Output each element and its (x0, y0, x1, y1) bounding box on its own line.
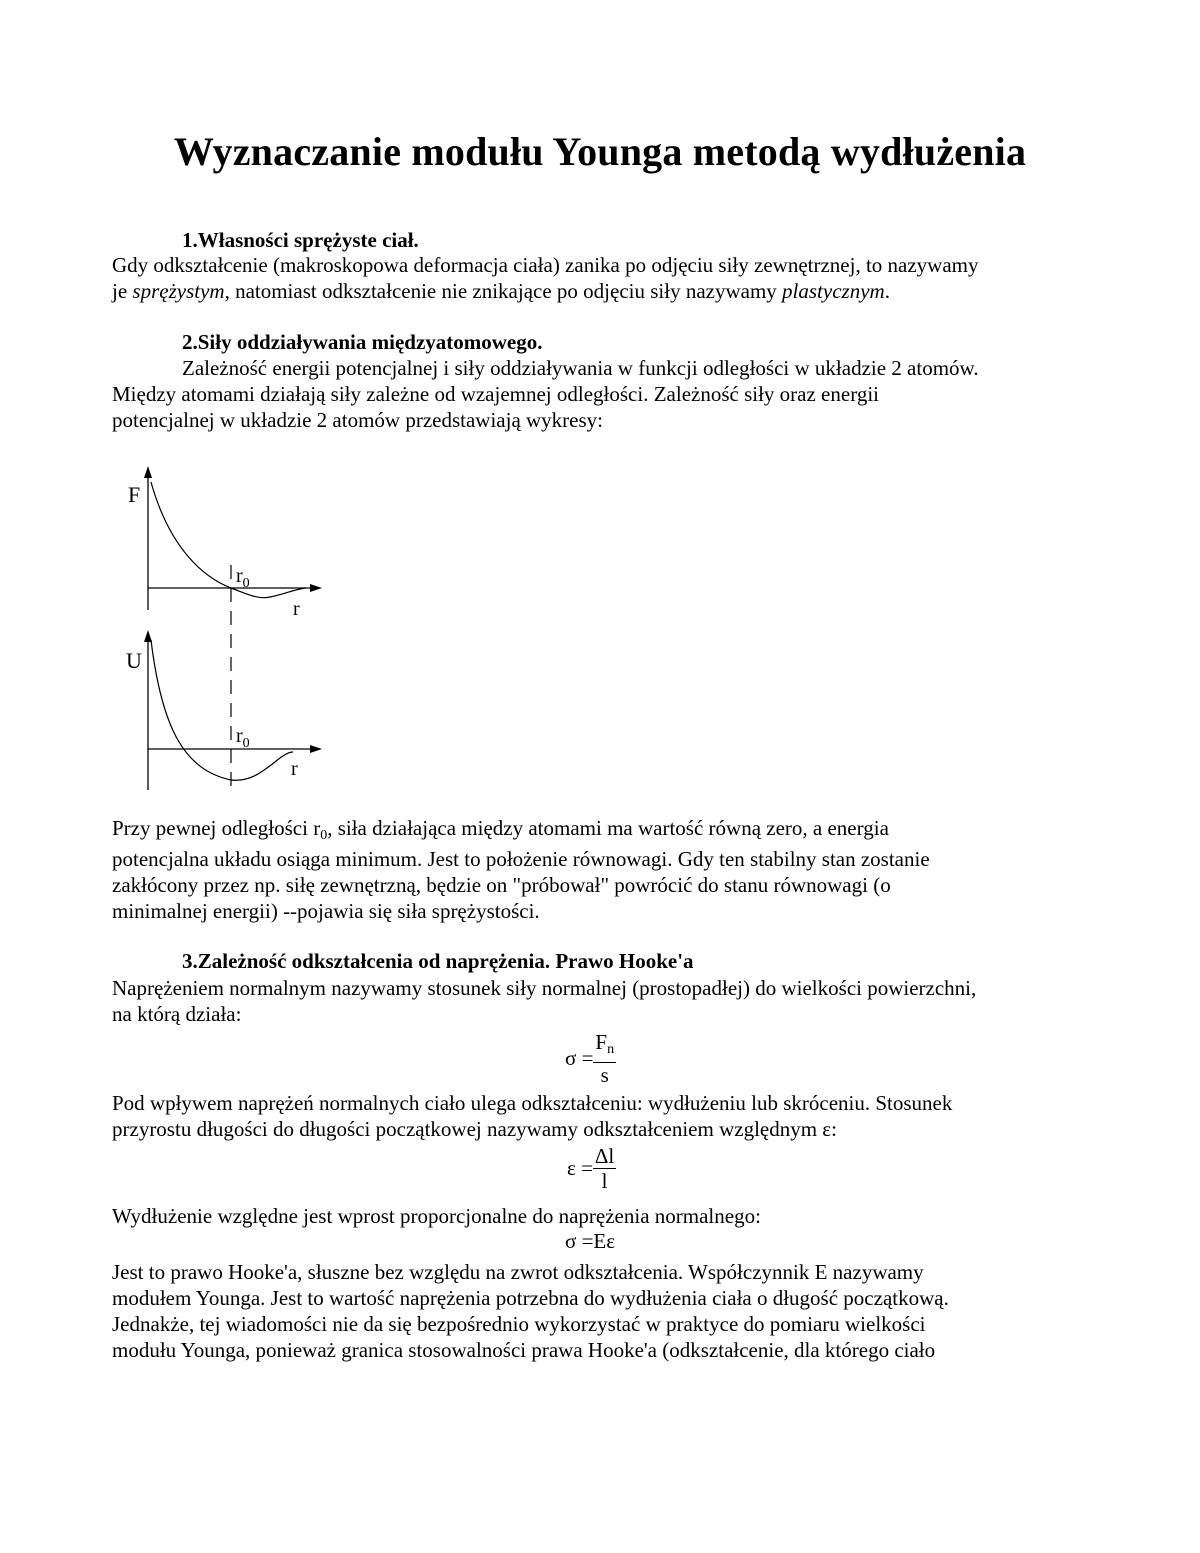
energy-r0-sub: 0 (242, 736, 250, 751)
equilibrium-line-1 (112, 815, 889, 849)
page-title: Wyznaczanie modułu Younga metodą wydłużenia (173, 129, 1027, 174)
force-r0-sub: 0 (242, 576, 250, 591)
section-3-line-1: Naprężeniem normalnym nazywamy stosunek siły normalnej (prostopadłej) do wielkości powierzchni, (112, 976, 977, 1000)
force-x-arrow (310, 584, 322, 592)
force-graph (128, 466, 322, 620)
section-2-line-3: potencjalnej w układzie 2 atomów przedstawiają wykresy: (112, 408, 603, 432)
stress-denominator: s (600, 1063, 609, 1087)
force-label: F (128, 482, 141, 507)
section-2-line-2: Między atomami działają siły zależne od wzajemnej odległości. Zależność siły oraz energii (112, 382, 879, 406)
section-3-line-4: przyrostu długości do długości początkowej nazywamy odkształceniem względnym ε: (112, 1117, 837, 1141)
force-r-label: r (293, 598, 300, 620)
section-2-line-1: Zależność energii potencjalnej i siły oddziaływania w funkcji odległości w układzie 2 atomów. (182, 356, 979, 380)
section-1-line-2-c: . (884, 279, 890, 303)
energy-x-arrow (310, 745, 322, 753)
equilibrium-r0-sub: 0 (320, 828, 328, 843)
equilibrium-line-4: minimalnej energii) --pojawia się siła sprężystości. (112, 899, 540, 923)
section-2-heading: 2.Siły oddziaływania międzyatomowego. (182, 330, 543, 354)
strain-formula (567, 1144, 616, 1193)
energy-r-label: r (291, 758, 298, 780)
force-y-arrow (144, 466, 152, 478)
section-1-line-1: Gdy odkształcenie (makroskopowa deformacja ciała) zanika po odjęciu siły zewnętrznej, to nazywamy (112, 253, 979, 277)
force-r0-main: r (236, 565, 243, 587)
energy-r0-main: r (236, 725, 243, 747)
term-elastic: sprężystym (132, 279, 225, 303)
stress-fraction (593, 1030, 616, 1087)
section-3-line-5: Wydłużenie względne jest wprost proporcjonalne do naprężenia normalnego: (112, 1204, 761, 1228)
section-1-line-2-a: je (112, 279, 133, 303)
section-3-line-8: Jednakże, tej wiadomości nie da się bezpośrednio wykorzystać w praktyce do pomiaru wielkości (112, 1312, 926, 1336)
section-3-line-2: na którą działa: (112, 1002, 242, 1026)
stress-numerator (593, 1030, 616, 1063)
energy-r0-label (236, 725, 250, 751)
stress-numerator-f: F (595, 1030, 608, 1054)
strain-denominator: l (601, 1169, 608, 1193)
stress-formula (565, 1030, 616, 1087)
force-r0-label (236, 565, 250, 591)
stress-formula-lhs: σ = (565, 1046, 594, 1070)
strain-numerator: Δl (594, 1144, 615, 1168)
section-3-line-9: modułu Younga, ponieważ granica stosowalności prawa Hooke'a (odkształcenie, dla którego ciało (112, 1338, 936, 1362)
energy-graph (126, 630, 322, 790)
section-3-heading: 3.Zależność odkształcenia od naprężenia. Prawo Hooke'a (182, 949, 694, 973)
strain-formula-lhs: ε = (567, 1156, 593, 1180)
section-3-line-7: modułem Younga. Jest to wartość naprężenia potrzebna do wydłużenia ciała o długość początkową. (112, 1286, 949, 1310)
section-1-heading: 1.Własności sprężyste ciał. (182, 228, 419, 252)
equilibrium-line-3: zakłócony przez np. siłę zewnętrzną, będzie on "próbował" powrócić do stanu równowagi (o (112, 873, 891, 897)
energy-label: U (126, 648, 142, 673)
section-1-line-2 (112, 278, 890, 304)
hooke-formula: σ =Eε (565, 1229, 616, 1253)
section-3-line-6: Jest to prawo Hooke'a, słuszne bez względu na zwrot odkształcenia. Współczynnik E nazywamy (112, 1260, 924, 1284)
term-plastic: plastycznym (782, 279, 885, 303)
force-curve (151, 482, 306, 598)
equilibrium-line-2: potencjalna układu osiąga minimum. Jest to położenie równowagi. Gdy ten stabilny stan zostanie (112, 847, 930, 871)
section-3-line-3: Pod wpływem naprężeń normalnych ciało ulega odkształceniu: wydłużeniu lub skróceniu. Stosunek (112, 1091, 953, 1115)
strain-fraction (593, 1144, 616, 1193)
equilibrium-line-1-a: Przy pewnej odległości r (112, 816, 321, 840)
energy-curve (151, 640, 293, 780)
section-1-line-2-b: , natomiast odkształcenie nie znikające po odjęciu siły nazywamy (224, 279, 783, 303)
stress-numerator-sub: n (607, 1042, 615, 1057)
equilibrium-line-1-b: , siła działająca między atomami ma wartość równą zero, a energia (327, 816, 889, 840)
interatomic-graphs (110, 460, 340, 800)
